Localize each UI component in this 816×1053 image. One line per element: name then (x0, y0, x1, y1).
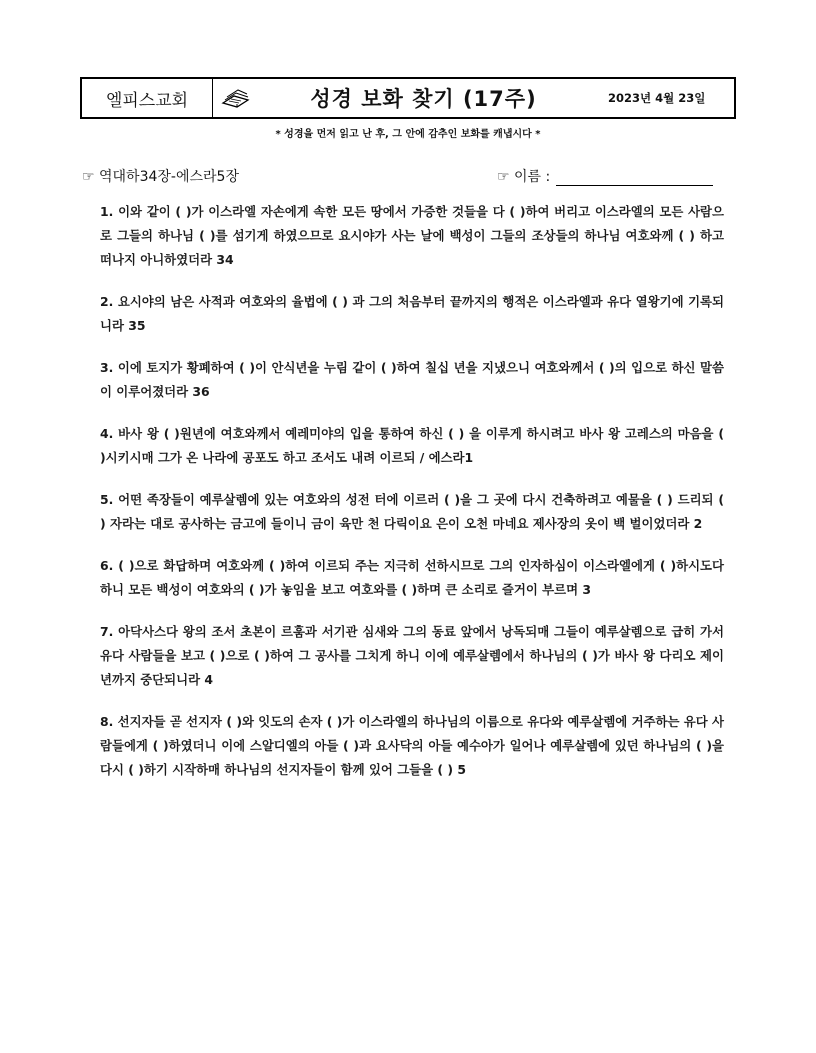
scripture-range: ☞ 역대하34장-에스라5장 (82, 169, 239, 185)
header-box (80, 77, 736, 119)
question-list (100, 200, 724, 800)
church-name: 엘피스교회 (82, 79, 213, 117)
question-2: 2. 요시야의 남은 사적과 여호와의 율법에 ( ) 과 그의 처음부터 끝까지의 행적은 이스라엘과 유다 열왕기에 기록되니라 35 (100, 294, 724, 333)
instruction-text: * 성경을 먼저 읽고 난 후, 그 안에 감추인 보화를 캐냅시다 * (275, 129, 541, 140)
question-5: 5. 어떤 족장들이 예루살렘에 있는 여호와의 성전 터에 이르러 ( )을 그 곳에 다시 건축하려고 예물을 ( ) 드리되 ( ) 자라는 대로 공사하는 금고에 들이니 금이 육만 천 다릭이요 은이 오천 마네요 제사장의 옷이 백 벌이었더라 2 (100, 492, 724, 531)
question-6: 6. ( )으로 화답하며 여호와께 ( )하여 이르되 주는 지극히 선하시므로 그의 인자하심이 이스라엘에게 ( )하시도다 하니 모든 백성이 여호와의 ( )가 놓임을 보고 여호와를 ( )하며 큰 소리로 즐거이 부르며 3 (100, 558, 724, 597)
bible-icon (213, 79, 259, 117)
question-8: 8. 선지자들 곧 선지자 ( )와 잇도의 손자 ( )가 이스라엘의 하나님의 이름으로 유다와 예루살렘에 거주하는 유다 사람들에게 ( )하였더니 이에 스알디엘의 아들 ( )과 요사닥의 아들 예수아가 일어나 예루살렘에 있던 하나님의 ( )을 다시 ( )하기 시작하매 하나님의 선지자들이 함께 있어 그들을 ( ) 5 (100, 714, 724, 777)
question-4: 4. 바사 왕 ( )원년에 여호와께서 예레미야의 입을 통하여 하신 ( ) 을 이루게 하시려고 바사 왕 고레스의 마음을 ( )시키시매 그가 온 나라에 공포도 하고 조서도 내려 이르되 / 에스라1 (100, 426, 724, 465)
worksheet-title: 성경 보화 찾기 (17주) (310, 87, 537, 111)
name-label: ☞ 이름 : (497, 169, 551, 185)
name-input-line[interactable] (556, 168, 713, 186)
question-7: 7. 아닥사스다 왕의 조서 초본이 르훔과 서기관 심새와 그의 동료 앞에서 낭독되매 그들이 예루살렘으로 급히 가서 유다 사람들을 보고 ( )으로 ( )하여 그 공사를 그치게 하니 이에 예루살렘에서 하나님의 ( )가 바사 왕 다리오 제이년까지 중단되니라 4 (100, 624, 724, 687)
question-3: 3. 이에 토지가 황폐하여 ( )이 안식년을 누림 같이 ( )하여 칠십 년을 지냈으니 여호와께서 ( )의 입으로 하신 말씀이 이루어졌더라 36 (100, 360, 724, 399)
question-1: 1. 이와 같이 ( )가 이스라엘 자손에게 속한 모든 땅에서 가증한 것들을 다 ( )하여 버리고 이스라엘의 모든 사람으로 그들의 하나님 ( )를 섬기게 하였으므로 요시야가 사는 날에 백성이 그들의 조상들의 하나님 여호와께 ( ) 하고 떠나지 아니하였더라 34 (100, 204, 724, 267)
name-field (497, 166, 713, 186)
worksheet-date: 2023년 4월 23일 (608, 91, 706, 105)
